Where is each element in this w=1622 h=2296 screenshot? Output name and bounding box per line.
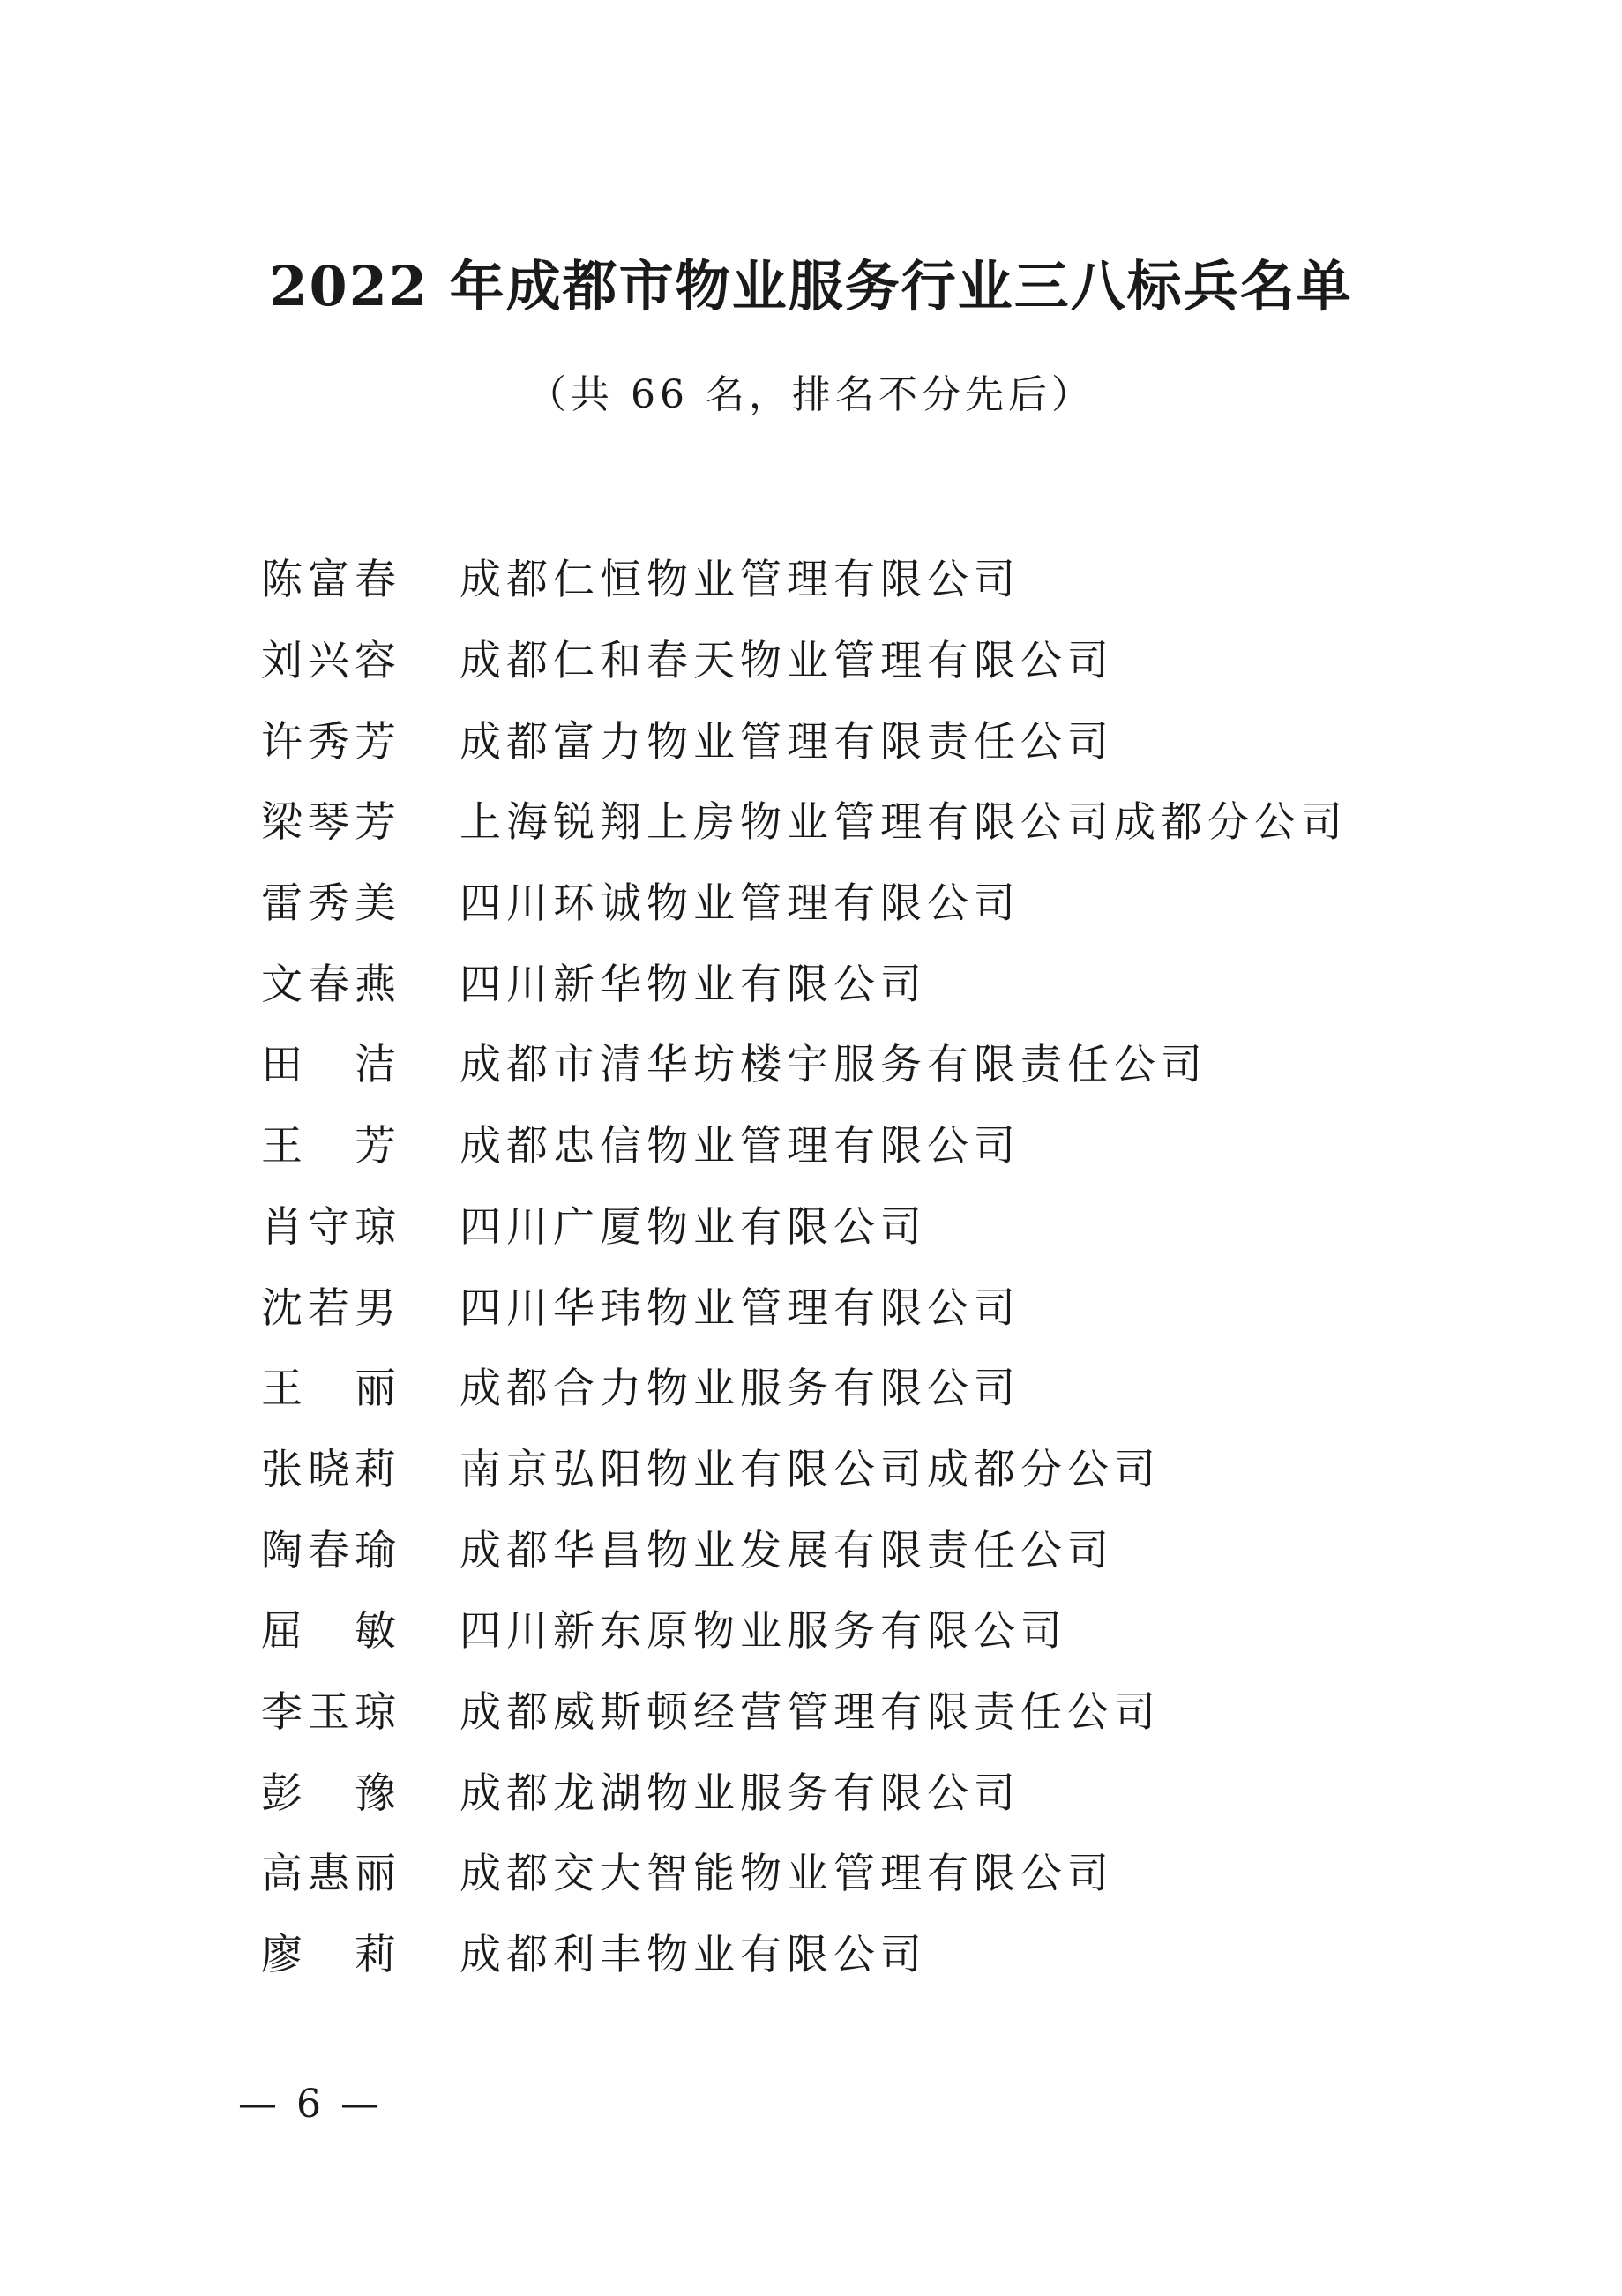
list-item xyxy=(261,1021,1408,1103)
list-item xyxy=(261,1507,1408,1588)
page-number: — 6 — xyxy=(238,2082,383,2127)
list-item xyxy=(261,940,1408,1021)
list-item xyxy=(261,1830,1408,1911)
honoree-name: 刘兴容 xyxy=(261,637,401,686)
list-item xyxy=(261,1669,1408,1750)
honoree-name: 梁琴芳 xyxy=(261,798,401,848)
honoree-name: 许秀芳 xyxy=(261,717,401,767)
list-item xyxy=(261,1911,1408,1993)
honoree-name: 高惠丽 xyxy=(261,1850,401,1899)
honoree-company: 成都华昌物业发展有限责任公司 xyxy=(460,1526,1114,1575)
honoree-company: 上海锐翔上房物业管理有限公司成都分公司 xyxy=(460,798,1348,848)
honoree-company: 成都龙湖物业服务有限公司 xyxy=(460,1769,1020,1818)
list-item xyxy=(261,1749,1408,1830)
list-item xyxy=(261,1345,1408,1426)
honoree-list xyxy=(261,536,1408,1992)
honoree-name: 陈富春 xyxy=(261,556,401,605)
honoree-company: 成都利丰物业有限公司 xyxy=(460,1931,927,1980)
honoree-name: 陶春瑜 xyxy=(261,1526,401,1575)
list-item xyxy=(261,1103,1408,1184)
list-item xyxy=(261,698,1408,779)
honoree-company: 四川环诚物业管理有限公司 xyxy=(460,879,1020,929)
honoree-name: 张晓莉 xyxy=(261,1445,401,1494)
honoree-name: 文春燕 xyxy=(261,960,401,1009)
honoree-name: 王 丽 xyxy=(261,1365,401,1414)
honoree-name: 田 洁 xyxy=(261,1041,401,1090)
document-title: 2022 年成都市物业服务行业三八标兵名单 xyxy=(269,254,1353,318)
honoree-company: 成都市清华坊楼宇服务有限责任公司 xyxy=(460,1041,1207,1090)
document-subtitle: （共 66 名，排名不分先后） xyxy=(527,372,1095,417)
honoree-name: 廖 莉 xyxy=(261,1931,401,1980)
honoree-company: 四川新华物业有限公司 xyxy=(460,960,927,1009)
honoree-name: 李玉琼 xyxy=(261,1687,401,1737)
list-item xyxy=(261,1264,1408,1345)
honoree-name: 沈若男 xyxy=(261,1283,401,1333)
honoree-company: 成都合力物业服务有限公司 xyxy=(460,1365,1020,1414)
list-item xyxy=(261,860,1408,941)
list-item xyxy=(261,1184,1408,1265)
honoree-name: 屈 敏 xyxy=(261,1607,401,1657)
honoree-company: 四川广厦物业有限公司 xyxy=(460,1202,927,1252)
honoree-name: 彭 豫 xyxy=(261,1769,401,1818)
honoree-name: 雷秀美 xyxy=(261,879,401,929)
list-item xyxy=(261,536,1408,617)
honoree-company: 南京弘阳物业有限公司成都分公司 xyxy=(460,1445,1161,1494)
list-item xyxy=(261,1588,1408,1669)
list-item xyxy=(261,779,1408,860)
honoree-company: 成都富力物业管理有限责任公司 xyxy=(460,717,1114,767)
honoree-company: 成都交大智能物业管理有限公司 xyxy=(460,1850,1114,1899)
honoree-company: 成都仁和春天物业管理有限公司 xyxy=(460,637,1114,686)
honoree-company: 四川新东原物业服务有限公司 xyxy=(460,1607,1067,1657)
honoree-name: 肖守琼 xyxy=(261,1202,401,1252)
honoree-company: 成都仁恒物业管理有限公司 xyxy=(460,556,1020,605)
honoree-company: 四川华玮物业管理有限公司 xyxy=(460,1283,1020,1333)
honoree-name: 王 芳 xyxy=(261,1122,401,1171)
list-item xyxy=(261,617,1408,699)
honoree-company: 成都忠信物业管理有限公司 xyxy=(460,1122,1020,1171)
honoree-company: 成都威斯顿经营管理有限责任公司 xyxy=(460,1687,1161,1737)
list-item xyxy=(261,1426,1408,1507)
